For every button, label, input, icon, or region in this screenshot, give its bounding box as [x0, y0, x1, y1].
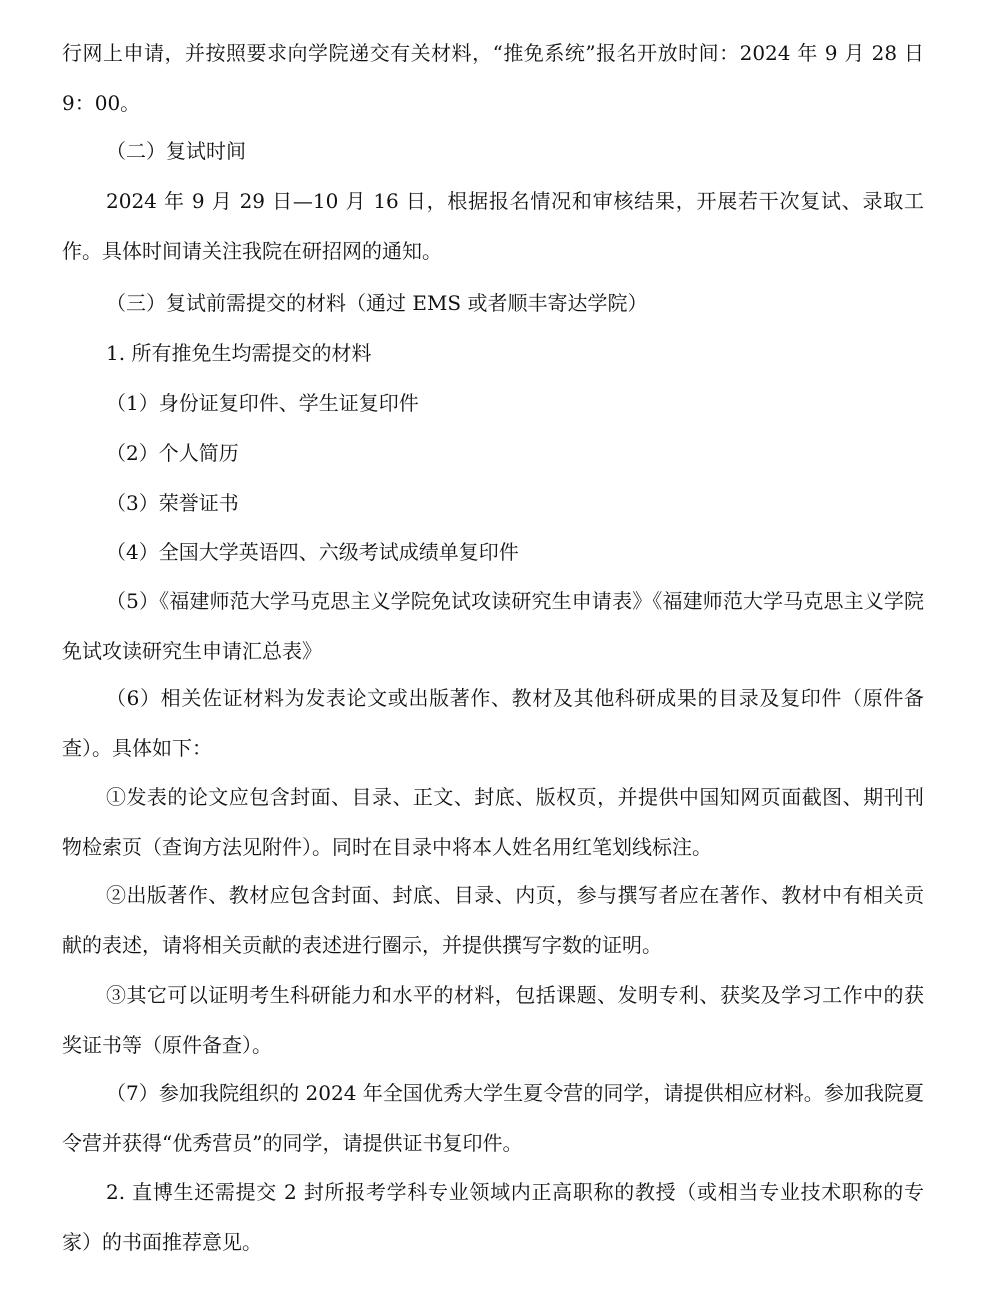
heading-common-materials: 1. 所有推免生均需提交的材料 — [106, 341, 372, 365]
paragraph-retest-schedule: 2024 年 9 月 29 日—10 月 16 日，根据报名情况和审核结果，开展若干次复试、录取工作。具体时间请关注我院在研招网的通知。 — [62, 189, 924, 263]
heading-materials: （三）复试前需提交的材料（通过 EMS 或者顺丰寄达学院） — [106, 291, 648, 315]
item-application-forms: （5）《福建师范大学马克思主义学院免试攻读研究生申请表》《福建师范大学马克思主义学院免试攻读研究生申请汇总表》 — [62, 589, 924, 663]
item-summer-camp: （7）参加我院组织的 2024 年全国优秀大学生夏令营的同学，请提供相应材料。参加我院夏令营并获得“优秀营员”的同学，请提供证书复印件。 — [62, 1081, 924, 1155]
item-recommendation-letters: 2. 直博生还需提交 2 封所报考学科专业领域内正高职称的教授（或相当专业技术职称的专家）的书面推荐意见。 — [62, 1180, 924, 1254]
item-published-papers: ①发表的论文应包含封面、目录、正文、封底、版权页，并提供中国知网页面截图、期刊刊物检索页（查询方法见附件）。同时在目录中将本人姓名用红笔划线标注。 — [62, 785, 924, 859]
item-supporting-materials: （6）相关佐证材料为发表论文或出版著作、教材及其他科研成果的目录及复印件（原件备查）。具体如下： — [62, 686, 924, 760]
item-honor-certificate: （3）荣誉证书 — [106, 491, 239, 515]
item-cet-score: （4）全国大学英语四、六级考试成绩单复印件 — [106, 540, 519, 564]
paragraph-registration-time: 行网上申请，并按照要求向学院递交有关材料，“推免系统”报名开放时间：2024 年 9 月 28 日 9：00。 — [62, 41, 924, 115]
item-published-books: ②出版著作、教材应包含封面、封底、目录、内页，参与撰写者应在著作、教材中有相关贡献的表述，请将相关贡献的表述进行圈示，并提供撰写字数的证明。 — [62, 883, 924, 957]
heading-retest-time: （二）复试时间 — [106, 139, 246, 163]
item-id-card: （1）身份证复印件、学生证复印件 — [106, 391, 419, 415]
item-other-materials: ③其它可以证明考生科研能力和水平的材料，包括课题、发明专利、获奖及学习工作中的获奖证书等（原件备查）。 — [62, 983, 924, 1057]
item-resume: （2）个人简历 — [106, 441, 239, 465]
